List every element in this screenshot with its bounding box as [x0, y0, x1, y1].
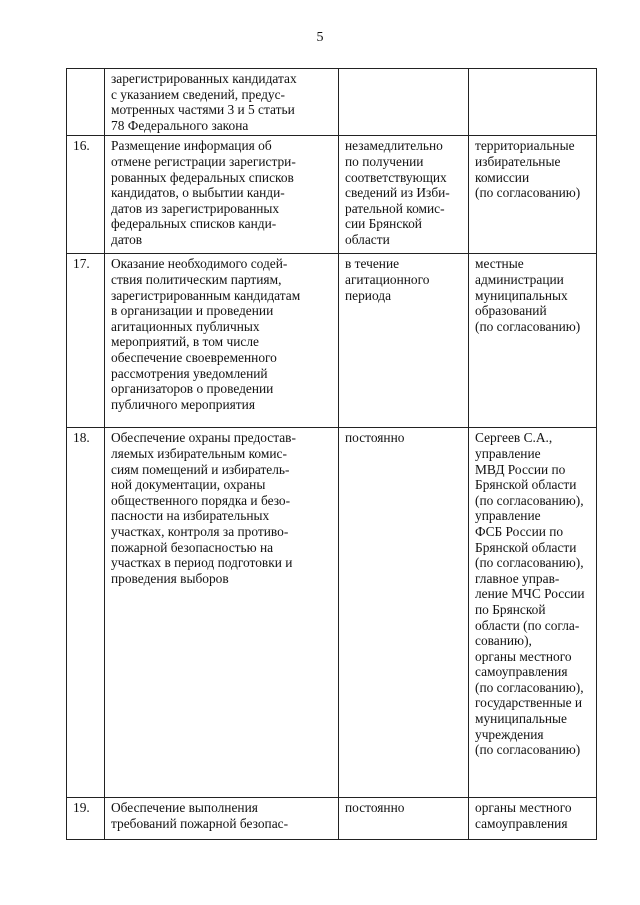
row-event: Обеспечение выполнения требований пожарной безопас-: [105, 798, 339, 840]
row-responsible: органы местного самоуправления: [469, 798, 597, 840]
row-responsible: местные администрации муниципальных образований (по согласованию): [469, 254, 597, 428]
table-row: [67, 254, 597, 428]
row-term: постоянно: [339, 428, 469, 798]
row-term: [339, 69, 469, 136]
row-number: 18.: [67, 428, 105, 798]
table-row: [67, 798, 597, 840]
row-event: Оказание необходимого содей- ствия политическим партиям, зарегистрированным кандидатам в организации и проведении агитационных публичных мероприятий, в том числе обеспечение своевременного рассмотрения уведомлений организаторов о проведении публичного мероприятия: [105, 254, 339, 428]
row-number: 16.: [67, 136, 105, 254]
table-row: [67, 136, 597, 254]
row-number: 19.: [67, 798, 105, 840]
table-row: [67, 428, 597, 798]
row-responsible: Сергеев С.А., управление МВД России по Брянской области (по согласованию), управление ФСБ России по Брянской области (по согласованию), главное управ- ление МЧС России по Брянской области (по согла- сованию), органы местного самоуправления (по согласованию), государственные и муниципальные учреждения (по согласованию): [469, 428, 597, 798]
row-responsible: территориальные избирательные комиссии (по согласованию): [469, 136, 597, 254]
row-number: 17.: [67, 254, 105, 428]
row-event: Размещение информация об отмене регистрации зарегистри- рованных федеральных списков кандидатов, о выбытии канди- датов из зарегистрированных федеральных списков канди- датов: [105, 136, 339, 254]
table-row: [67, 69, 597, 136]
row-term: в течение агитационного периода: [339, 254, 469, 428]
row-responsible: [469, 69, 597, 136]
row-event: Обеспечение охраны предостав- ляемых избирательным комис- сиям помещений и избиратель- ной документации, охраны общественного порядка и безо- пасности на избирательных участках, контроля за противо- пожарной безопасностью на участках в период подготовки и проведения выборов: [105, 428, 339, 798]
row-event: зарегистрированных кандидатах с указанием сведений, предус- мотренных частями 3 и 5 статьи 78 Федерального закона: [105, 69, 339, 136]
row-term: постоянно: [339, 798, 469, 840]
page-number: 5: [316, 30, 324, 45]
measures-table: [66, 68, 597, 840]
row-number: [67, 69, 105, 136]
row-term: незамедлительно по получении соответствующих сведений из Изби- рательной комис- сии Брянской области: [339, 136, 469, 254]
